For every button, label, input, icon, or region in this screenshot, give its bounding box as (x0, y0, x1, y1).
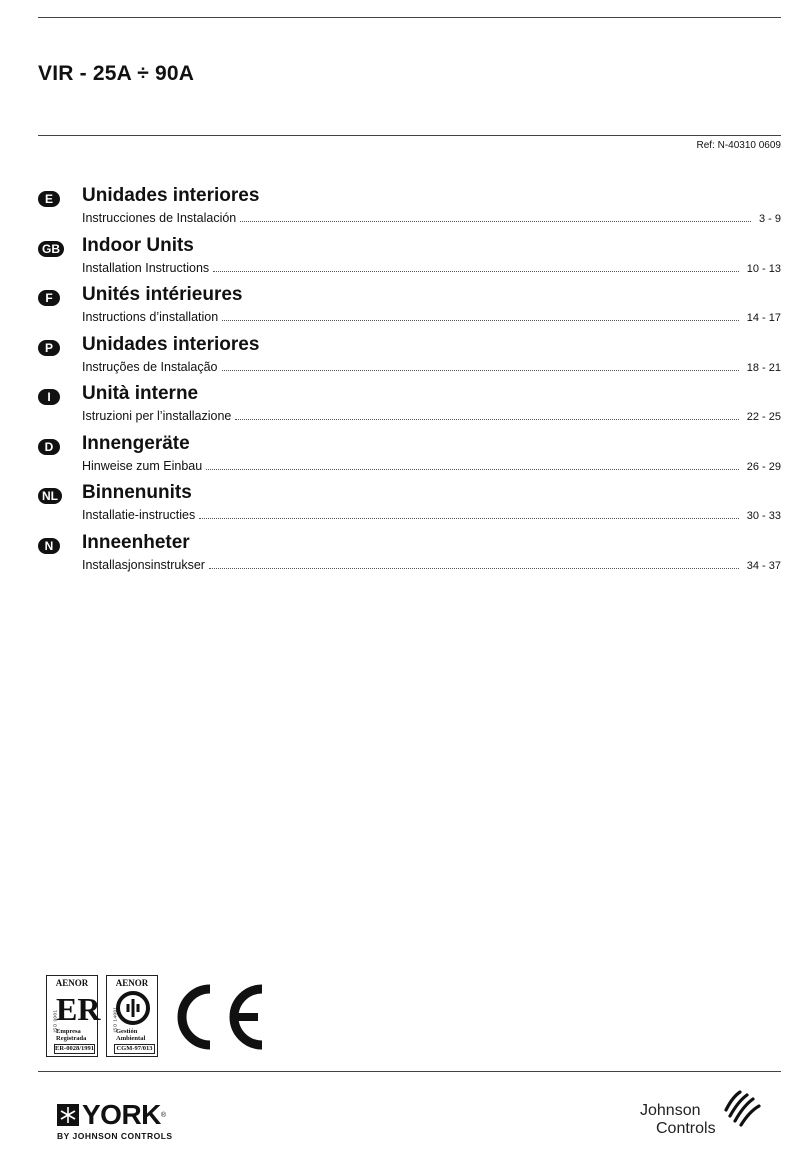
language-title: Unités intérieures (82, 284, 243, 305)
section-subtitle: Instruções de Instalação (82, 359, 218, 374)
top-rule (38, 17, 781, 18)
language-title: Binnenunits (82, 482, 192, 503)
aenor-er-icon (56, 990, 101, 1027)
language-badge: NL (38, 488, 62, 504)
aenor-ga-certificate (106, 975, 158, 1057)
york-subline: BY JOHNSON CONTROLS (57, 1131, 173, 1141)
section-subtitle: Instrucciones de Instalación (82, 211, 237, 225)
toc-line (82, 558, 781, 572)
toc-entry-it[interactable] (38, 383, 781, 433)
document-reference: Ref: N-40310 0609 (696, 140, 781, 151)
toc-line (82, 211, 781, 225)
dot-leader (222, 370, 739, 371)
page-range: 10 - 13 (746, 262, 781, 275)
aenor-ga-icon (116, 990, 150, 1026)
page-range: 14 - 17 (746, 312, 781, 324)
language-badge: D (38, 439, 60, 455)
jci-wordmark (640, 1102, 716, 1138)
section-subtitle: Instructions d’installation (82, 310, 219, 324)
york-wordmark: YORK (82, 1099, 161, 1130)
cert-code: CGM-97/013 (114, 1044, 155, 1054)
toc-line (82, 360, 781, 374)
page-range: 18 - 21 (746, 361, 781, 374)
document-title: VIR - 25A ÷ 90A (38, 62, 195, 85)
language-title: Unità interne (82, 383, 199, 404)
johnson-controls-logo (640, 1088, 770, 1148)
dot-leader (199, 518, 739, 519)
dot-leader (240, 221, 751, 222)
cert-code: ER-0028/1991 (55, 1045, 94, 1052)
header-rule (38, 135, 781, 136)
page-range: 22 - 25 (746, 411, 781, 423)
york-snowflake-icon (57, 1104, 79, 1126)
aenor-er-certificate (46, 975, 101, 1057)
section-subtitle: Installasjonsinstrukser (82, 557, 205, 572)
section-subtitle: Installation Instructions (82, 260, 210, 275)
dot-leader (206, 469, 739, 470)
toc-line (82, 459, 781, 473)
toc-entry-pt[interactable] (38, 334, 781, 384)
language-badge: P (38, 340, 60, 356)
table-of-contents (38, 185, 781, 581)
registered-mark: ® (160, 1111, 167, 1119)
dot-leader (209, 568, 739, 569)
cert-caption-line: Registrada (56, 1035, 87, 1042)
section-subtitle: Istruzioni per l’installazione (82, 409, 232, 423)
language-badge: N (38, 538, 60, 554)
language-title: Indoor Units (82, 234, 194, 256)
toc-entry-fr[interactable] (38, 284, 781, 334)
language-title: Unidades interiores (82, 185, 260, 206)
cert-brand: AENOR (55, 978, 89, 988)
dot-leader (213, 271, 739, 272)
toc-entry-de[interactable] (38, 433, 781, 483)
language-title: Inneenheter (82, 531, 190, 553)
section-subtitle: Installatie-instructies (82, 508, 196, 522)
language-title: Unidades interiores (82, 333, 260, 355)
toc-entry-gb[interactable] (38, 235, 781, 285)
jci-line-1: Johnson (640, 1102, 701, 1119)
dot-leader (235, 419, 738, 420)
language-badge: F (38, 290, 60, 306)
language-badge: GB (38, 241, 64, 257)
toc-entry-es[interactable] (38, 185, 781, 235)
page-range: 34 - 37 (746, 559, 781, 572)
page-range: 3 - 9 (758, 213, 781, 225)
dot-leader (222, 320, 739, 321)
language-title: Innengeräte (82, 432, 190, 454)
footer-rule (38, 1071, 781, 1072)
toc-line (82, 409, 781, 423)
cert-caption-line: Gestión (116, 1028, 138, 1035)
cert-caption (56, 1028, 86, 1042)
cert-mark-letters: ER (56, 991, 101, 1027)
page-range: 30 - 33 (746, 510, 781, 522)
cert-iso-label: ISO 9001 (52, 1009, 58, 1033)
york-logo (57, 1101, 173, 1141)
ce-mark-icon (166, 983, 266, 1051)
cert-caption-line: Ambiental (116, 1035, 146, 1042)
page-range: 26 - 29 (746, 460, 781, 473)
jci-line-2: Controls (656, 1120, 716, 1137)
cert-caption (116, 1028, 145, 1042)
johnson-controls-logo-icon (720, 1088, 764, 1132)
toc-line (82, 261, 781, 275)
toc-entry-nl[interactable] (38, 482, 781, 532)
language-badge: I (38, 389, 60, 405)
cert-iso-label: ISO 14001 (112, 1006, 118, 1033)
toc-line (82, 508, 781, 522)
section-subtitle: Hinweise zum Einbau (82, 458, 203, 473)
cert-brand: AENOR (115, 978, 149, 988)
toc-line (82, 310, 781, 324)
language-badge: E (38, 191, 60, 207)
cert-caption-line: Empresa (56, 1028, 81, 1035)
toc-entry-no[interactable] (38, 532, 781, 582)
